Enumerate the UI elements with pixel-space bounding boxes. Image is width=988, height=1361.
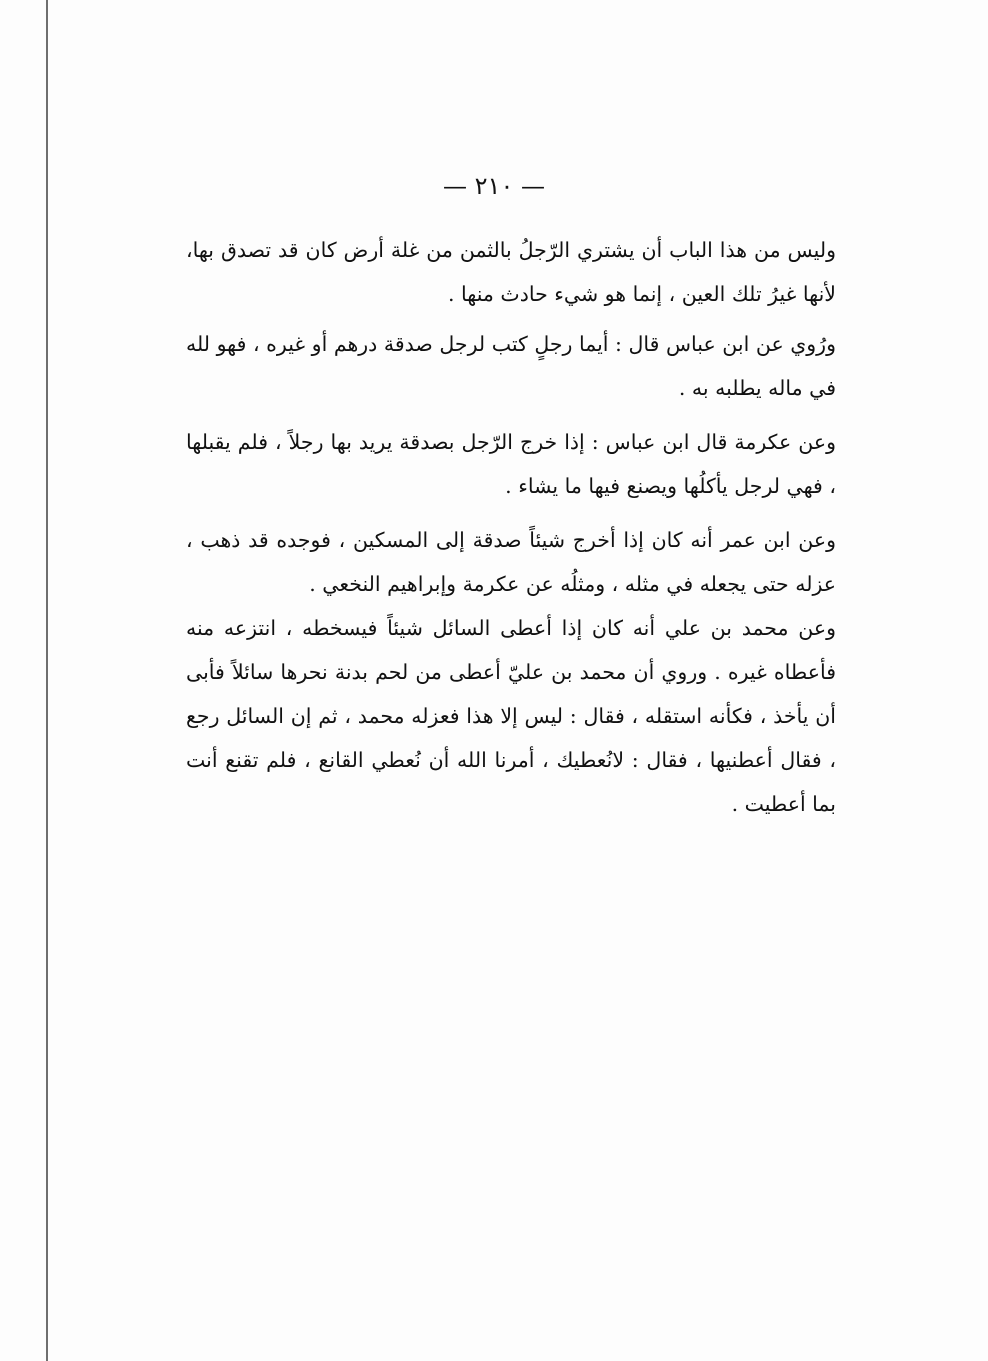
body-text xyxy=(186,228,836,826)
paragraph-5: وعن محمد بن علي أنه كان إذا أعطى السائل شيئاً فيسخطه ، انتزعه منه فأعطاه غيره . وروي أن محمد بن عليّ أعطى من لحم بدنة نحرها سائلاً فأبى أن يأخذ ، فكأنه استقله ، فقال : ليس إلا هذا فعزله محمد ، ثم إن السائل رجع ، فقال أعطنيها ، فقال : لانُعطيك ، أمرنا الله أن نُعطي القانع ، فلم تقنع أنت بما أعطيت . xyxy=(186,616,836,816)
paragraph-2: ورُوي عن ابن عباس قال : أيما رجلٍ كتب لرجل صدقة درهم أو غيره ، فهو لله في ماله يطلبه به . xyxy=(186,332,836,400)
page-number: — ٢١٠ — xyxy=(443,172,545,200)
page-binding-edge xyxy=(46,0,48,1361)
paragraph-3: وعن عكرمة قال ابن عباس : إذا خرج الرّجل بصدقة يريد بها رجلاً ، فلم يقبلها ، فهي لرجل يأكلُها ويصنع فيها ما يشاء . xyxy=(186,430,836,498)
paragraph-4: وعن ابن عمر أنه كان إذا أخرج شيئاً صدقة إلى المسكين ، فوجده قد ذهب ، عزله حتى يجعله في مثله ، ومثلُه عن عكرمة وإبراهيم النخعي . xyxy=(186,528,836,596)
paragraph-1: وليس من هذا الباب أن يشتري الرّجلُ بالثمن من غلة أرض كان قد تصدق بها، لأنها غيرُ تلك العين ، إنما هو شيء حادث منها . xyxy=(186,238,836,306)
